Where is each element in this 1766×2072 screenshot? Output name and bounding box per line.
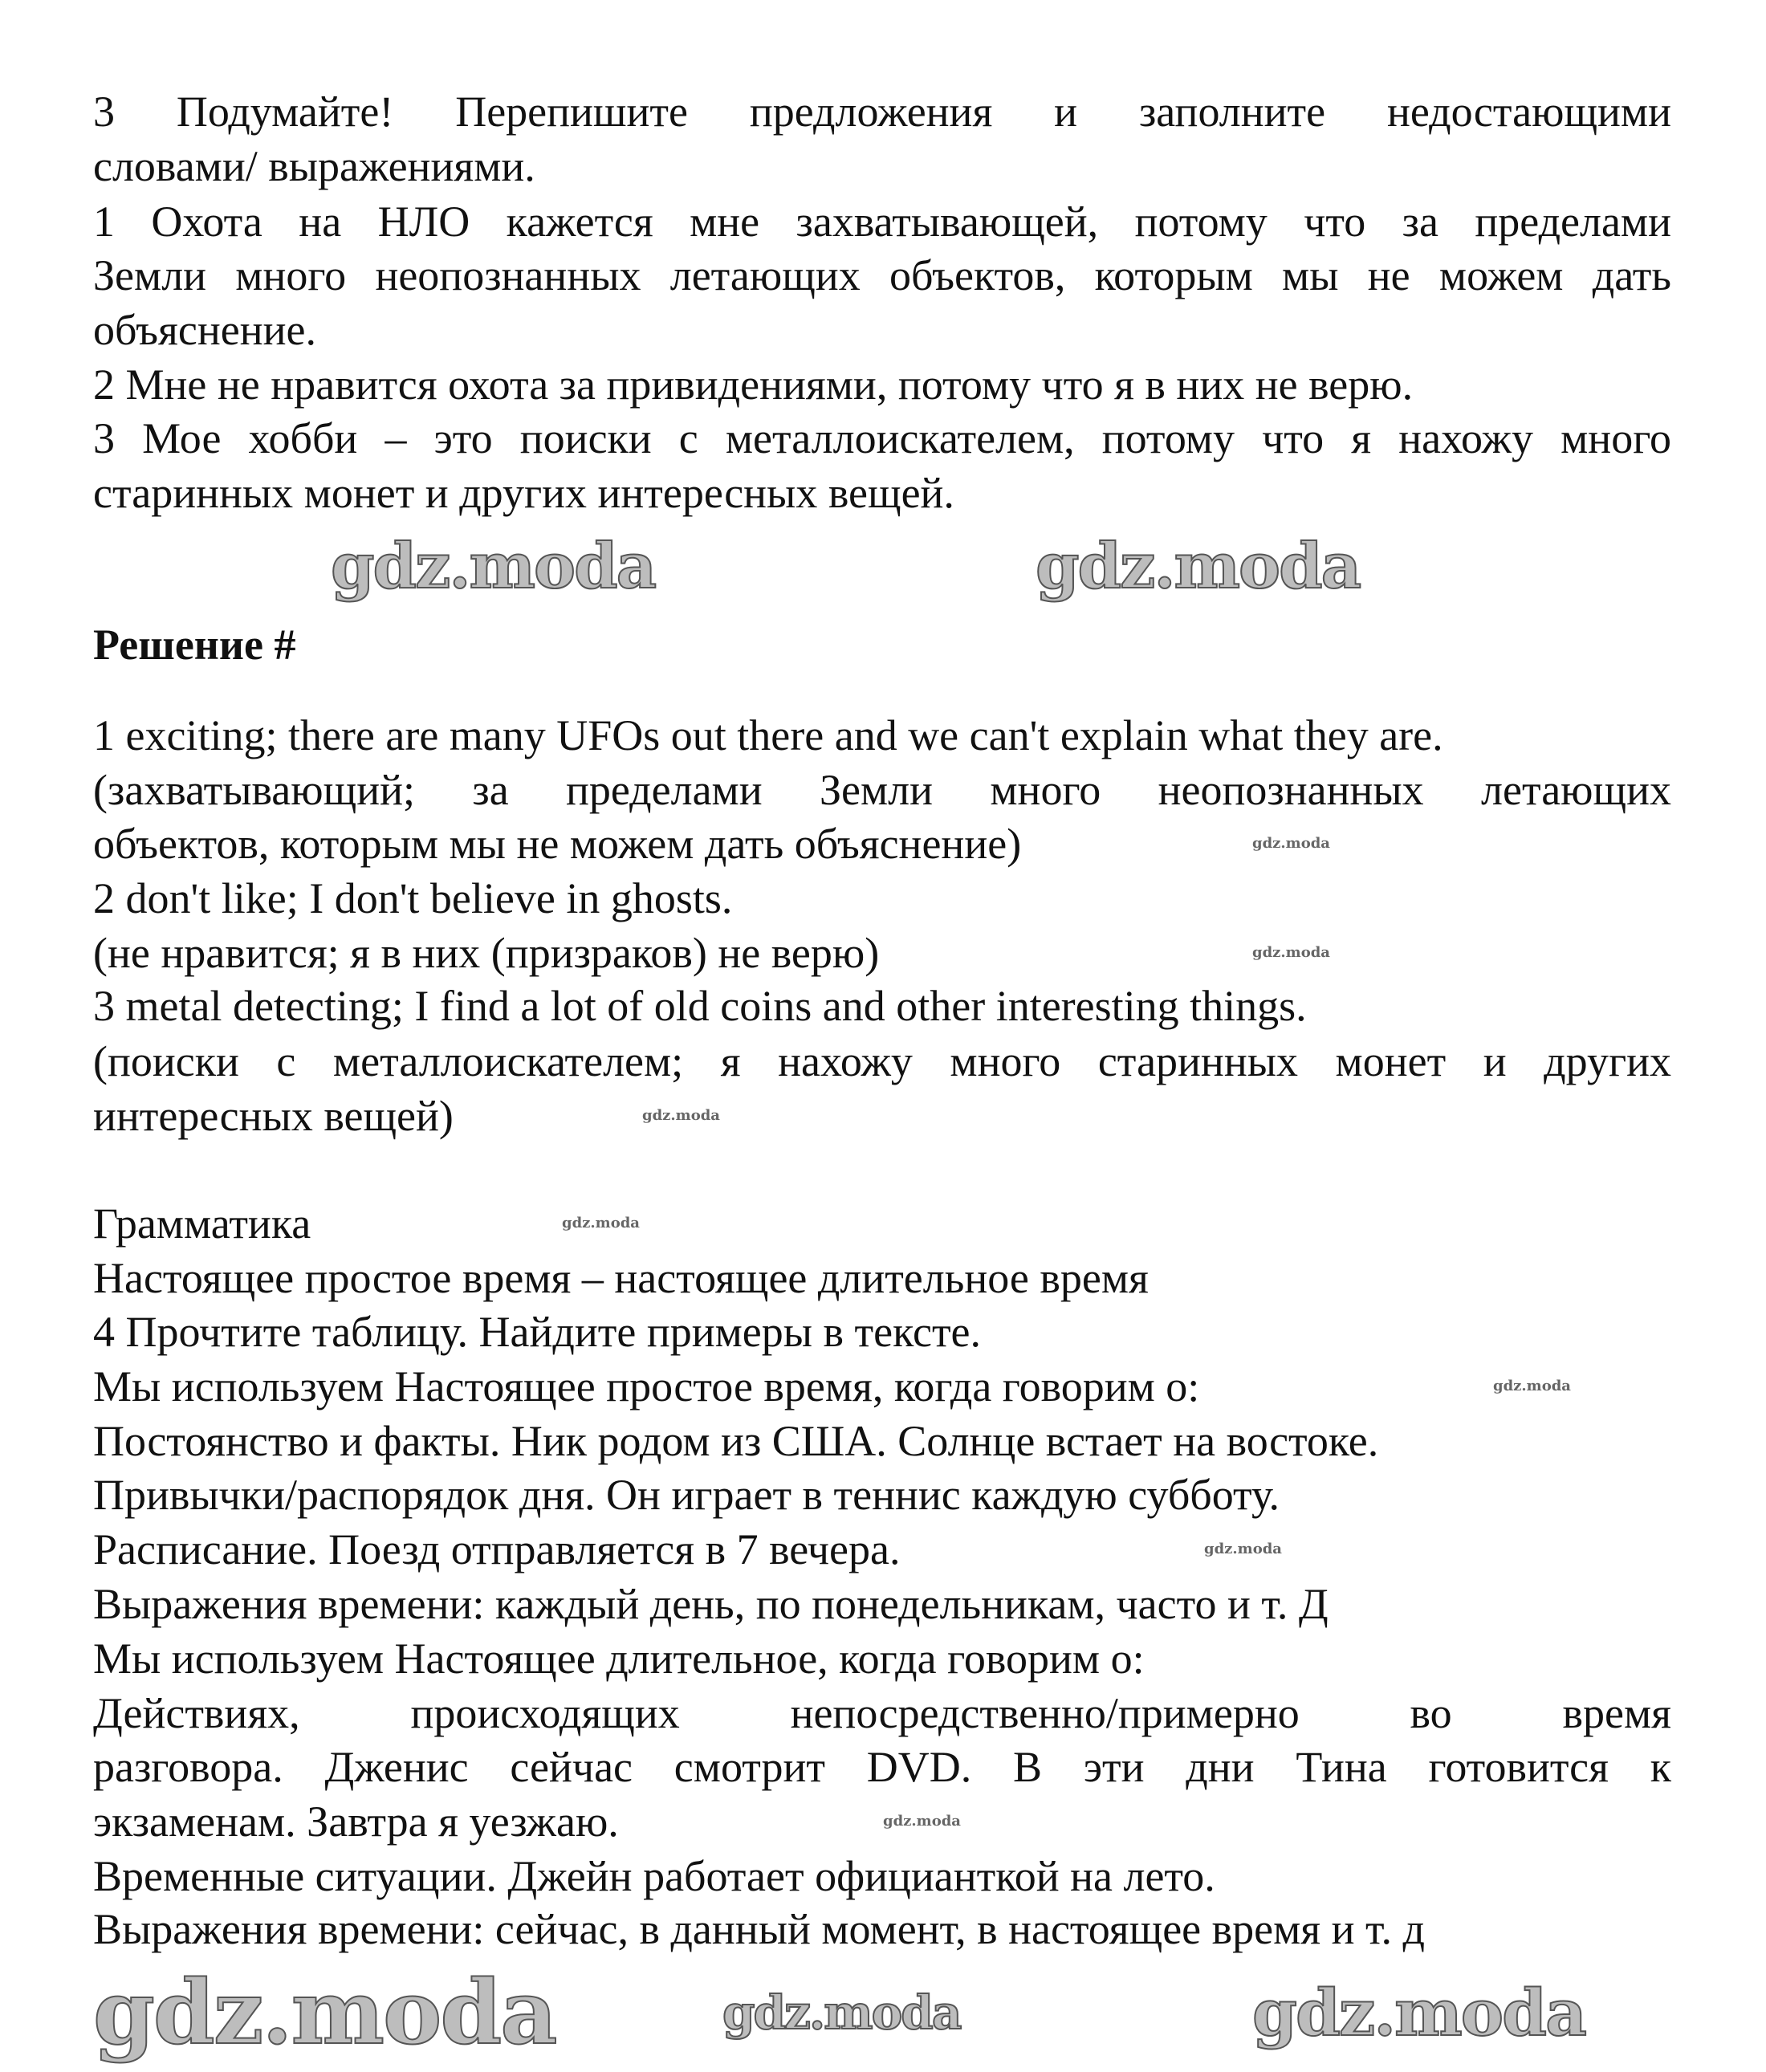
text-line: Земли много неопознанных летающих объектов, которым мы не можем дать [93,251,1671,299]
watermark: gdz.moda [1036,530,1361,603]
text-line: 1 exciting; there are many UFOs out there and we can't explain what they are. [93,711,1443,759]
text-line: (поиски с металлоискателем; я нахожу много старинных монет и других [93,1037,1671,1085]
text-line: объяснение. [93,306,316,354]
text-line: (захватывающий; за пределами Земли много неопознанных летающих [93,766,1671,814]
text-line: словами/ выражениями. [93,142,535,190]
watermark: gdz.moda [1252,1975,1585,2050]
text-line: старинных монет и других интересных вещей. [93,469,954,517]
text-line: Выражения времени: каждый день, по понедельникам, часто и т. Д [93,1580,1329,1628]
text-line: Действиях, происходящих непосредственно/примерно во время [93,1689,1671,1737]
text-line: (не нравится; я в них (призраков) не верю) [93,929,880,977]
text-line: экзаменам. Завтра я уезжаю. [93,1797,619,1846]
watermark: gdz.moda [93,1960,556,2064]
text-line: Мы используем Настоящее длительное, когда говорим о: [93,1634,1145,1683]
solution-heading: Решение # [93,621,296,669]
watermark: gdz.moda [331,530,656,603]
watermark-small: gdz.moda [562,1215,640,1231]
text-line: Постоянство и факты. Ник родом из США. Солнце встает на востоке. [93,1417,1379,1465]
watermark-small: gdz.moda [1252,944,1330,961]
watermark: gdz.moda [722,1985,961,2040]
watermark-small: gdz.moda [1252,835,1330,852]
text-line: 2 don't like; I don't believe in ghosts. [93,874,733,922]
text-line: Настоящее простое время – настоящее длительное время [93,1254,1149,1302]
text-line: 2 Мне не нравится охота за привидениями, потому что я в них не верю. [93,360,1414,409]
watermark-small: gdz.moda [642,1107,720,1124]
text-line: разговора. Дженис сейчас смотрит DVD. В эти дни Тина готовится к [93,1743,1671,1791]
text-line: Выражения времени: сейчас, в данный момент, в настоящее время и т. д [93,1905,1426,1953]
watermark-small: gdz.moda [1493,1378,1571,1394]
text-line: Грамматика [93,1199,311,1248]
text-line: 3 metal detecting; I find a lot of old coins and other interesting things. [93,982,1307,1030]
text-line: Мы используем Настоящее простое время, когда говорим о: [93,1362,1200,1411]
text-line: 1 Охота на НЛО кажется мне захватывающей, потому что за пределами [93,197,1671,246]
text-line: интересных вещей) [93,1092,454,1140]
text-line: 3 Подумайте! Перепишите предложения и заполните недостающими [93,88,1671,136]
text-line: объектов, которым мы не можем дать объяснение) [93,820,1022,868]
text-line: 4 Прочтите таблицу. Найдите примеры в тексте. [93,1308,982,1356]
text-line: 3 Мое хобби – это поиски с металлоискателем, потому что я нахожу много [93,414,1671,462]
watermark-small: gdz.moda [883,1813,961,1830]
text-line: Расписание. Поезд отправляется в 7 вечера. [93,1525,901,1573]
watermark-small: gdz.moda [1204,1541,1282,1557]
text-line: Временные ситуации. Джейн работает официанткой на лето. [93,1852,1215,1900]
text-line: Привычки/распорядок дня. Он играет в теннис каждую субботу. [93,1471,1280,1519]
